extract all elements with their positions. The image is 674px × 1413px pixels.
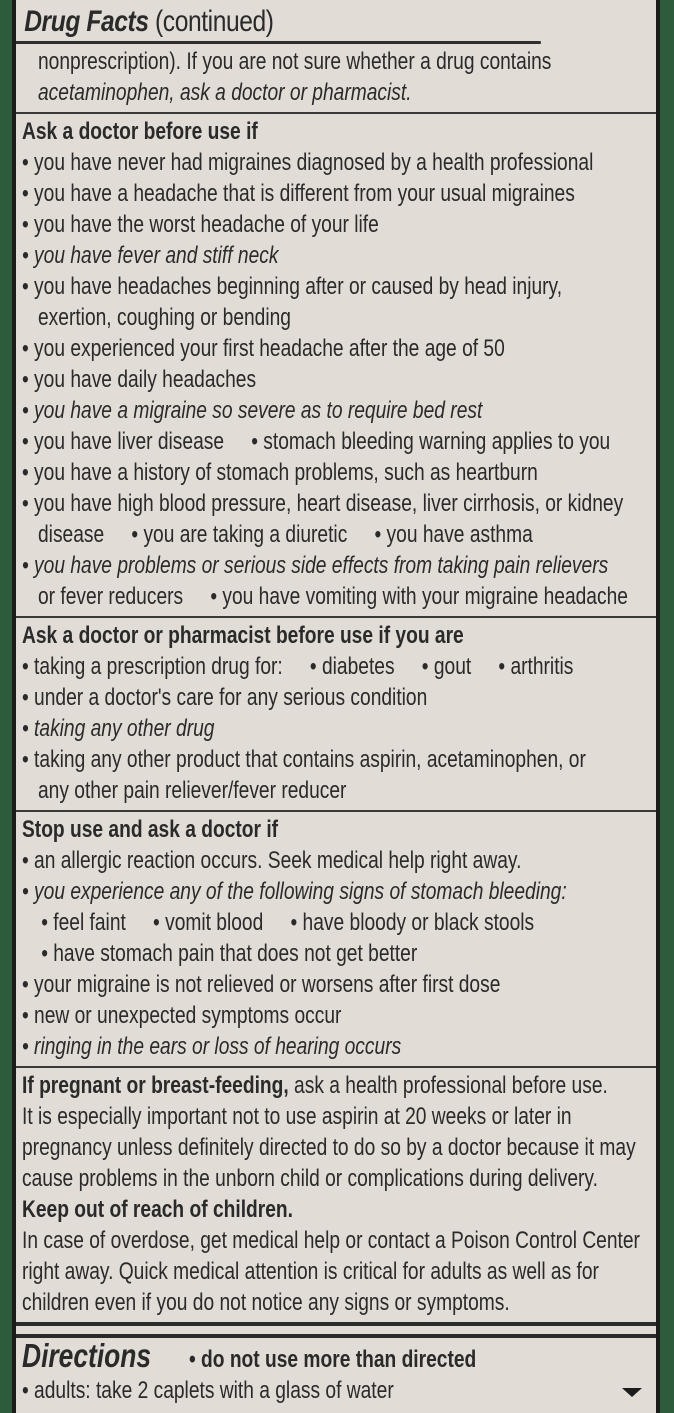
list-item-part: • diabetes xyxy=(309,653,395,680)
list-item: any other pain reliever/fever reducer xyxy=(38,777,347,804)
pregnancy-line: cause problems in the unborn child or complications during delivery. xyxy=(22,1165,598,1192)
list-item-part: or fever reducers xyxy=(38,583,184,610)
list-item xyxy=(22,581,666,612)
list-item: • an allergic reaction occurs. Seek medical help right away. xyxy=(22,847,522,874)
pregnancy-line: It is especially important not to use aspirin at 20 weeks or later in xyxy=(22,1103,572,1130)
pregnancy-line: pregnancy unless definitely directed to do so by a doctor because it may xyxy=(22,1134,636,1161)
directions-section xyxy=(16,1334,656,1406)
children-line: In case of overdose, get medical help or contact a Poison Control Center xyxy=(22,1227,640,1254)
list-item: • you have problems or serious side effects from taking pain relievers xyxy=(22,552,609,579)
list-item: • taking any other product that contains aspirin, acetaminophen, or xyxy=(22,746,586,773)
list-item-part: • stomach bleeding warning applies to you xyxy=(251,428,611,455)
list-item-part: • vomit blood xyxy=(153,909,264,936)
list-item-part: • have bloody or black stools xyxy=(290,909,535,936)
list-item xyxy=(22,651,650,682)
list-item-part: • you have asthma xyxy=(374,521,533,548)
directions-title: Directions xyxy=(22,1337,152,1374)
stop-use-heading: Stop use and ask a doctor if xyxy=(22,816,279,843)
list-item: • you have the worst headache of your life xyxy=(22,211,379,238)
intro-section xyxy=(16,44,656,114)
list-item-part: • taking a prescription drug for: xyxy=(22,653,283,680)
list-item: • under a doctor's care for any serious condition xyxy=(22,684,428,711)
drug-facts-header xyxy=(16,0,541,44)
pregnancy-text: ask a health professional before use. xyxy=(288,1072,608,1099)
list-item: • you have high blood pressure, heart disease, liver cirrhosis, or kidney xyxy=(22,490,624,517)
list-item: • you have fever and stiff neck xyxy=(22,242,279,269)
header-continued: (continued) xyxy=(155,5,274,38)
list-item: • you have never had migraines diagnosed by a health professional xyxy=(22,149,594,176)
list-item-part: disease xyxy=(38,521,105,548)
list-item: • new or unexpected symptoms occur xyxy=(22,1002,342,1029)
list-item: • you have a history of stomach problems, such as heartburn xyxy=(22,459,538,486)
ask-pharmacist-heading: Ask a doctor or pharmacist before use if you are xyxy=(22,622,464,649)
ask-pharmacist-section xyxy=(16,618,656,812)
list-item-part: • you have liver disease xyxy=(22,428,225,455)
list-item: • you have a migraine so severe as to require bed rest xyxy=(22,397,483,424)
ask-doctor-heading: Ask a doctor before use if xyxy=(22,118,258,145)
stop-use-section xyxy=(16,812,656,1068)
list-item: exertion, coughing or bending xyxy=(38,304,291,331)
list-item-part: • gout xyxy=(421,653,472,680)
continue-arrow-icon xyxy=(622,1388,642,1397)
pregnancy-children-section xyxy=(16,1068,656,1326)
list-item-part: • you have vomiting with your migraine headache xyxy=(210,583,628,610)
children-line: right away. Quick medical attention is critical for adults as well as for xyxy=(22,1258,599,1285)
pregnancy-heading: If pregnant or breast-feeding, xyxy=(22,1072,289,1099)
drug-facts-panel xyxy=(12,0,660,1413)
list-item: • taking any other drug xyxy=(22,715,215,742)
list-item xyxy=(22,519,666,550)
list-item-part: • arthritis xyxy=(498,653,574,680)
directions-header xyxy=(22,1337,650,1375)
pregnancy-line xyxy=(22,1070,650,1101)
list-item: • adults: take 2 caplets with a glass of water xyxy=(22,1377,394,1404)
list-item xyxy=(22,426,650,457)
list-item: • your migraine is not relieved or worsens after first dose xyxy=(22,971,501,998)
list-item-part: • feel faint xyxy=(41,909,126,936)
list-item: • have stomach pain that does not get better xyxy=(41,940,418,967)
list-item xyxy=(22,907,669,938)
intro-line: nonprescription). If you are not sure whether a drug contains xyxy=(38,48,552,75)
children-heading: Keep out of reach of children. xyxy=(22,1196,293,1223)
header-title: Drug Facts xyxy=(24,5,149,38)
intro-line: acetaminophen, ask a doctor or pharmacist. xyxy=(38,79,412,106)
children-line: children even if you do not notice any signs or symptoms. xyxy=(22,1289,510,1316)
list-item: • ringing in the ears or loss of hearing occurs xyxy=(22,1033,402,1060)
list-item: • you have a headache that is different from your usual migraines xyxy=(22,180,575,207)
list-item-part: • you are taking a diuretic xyxy=(131,521,348,548)
list-item: • you have headaches beginning after or caused by head injury, xyxy=(22,273,563,300)
ask-doctor-section xyxy=(16,114,656,618)
list-item: • you experienced your first headache after the age of 50 xyxy=(22,335,505,362)
list-item: • you have daily headaches xyxy=(22,366,257,393)
list-item: • you experience any of the following signs of stomach bleeding: xyxy=(22,878,567,905)
directions-note: • do not use more than directed xyxy=(188,1346,477,1373)
